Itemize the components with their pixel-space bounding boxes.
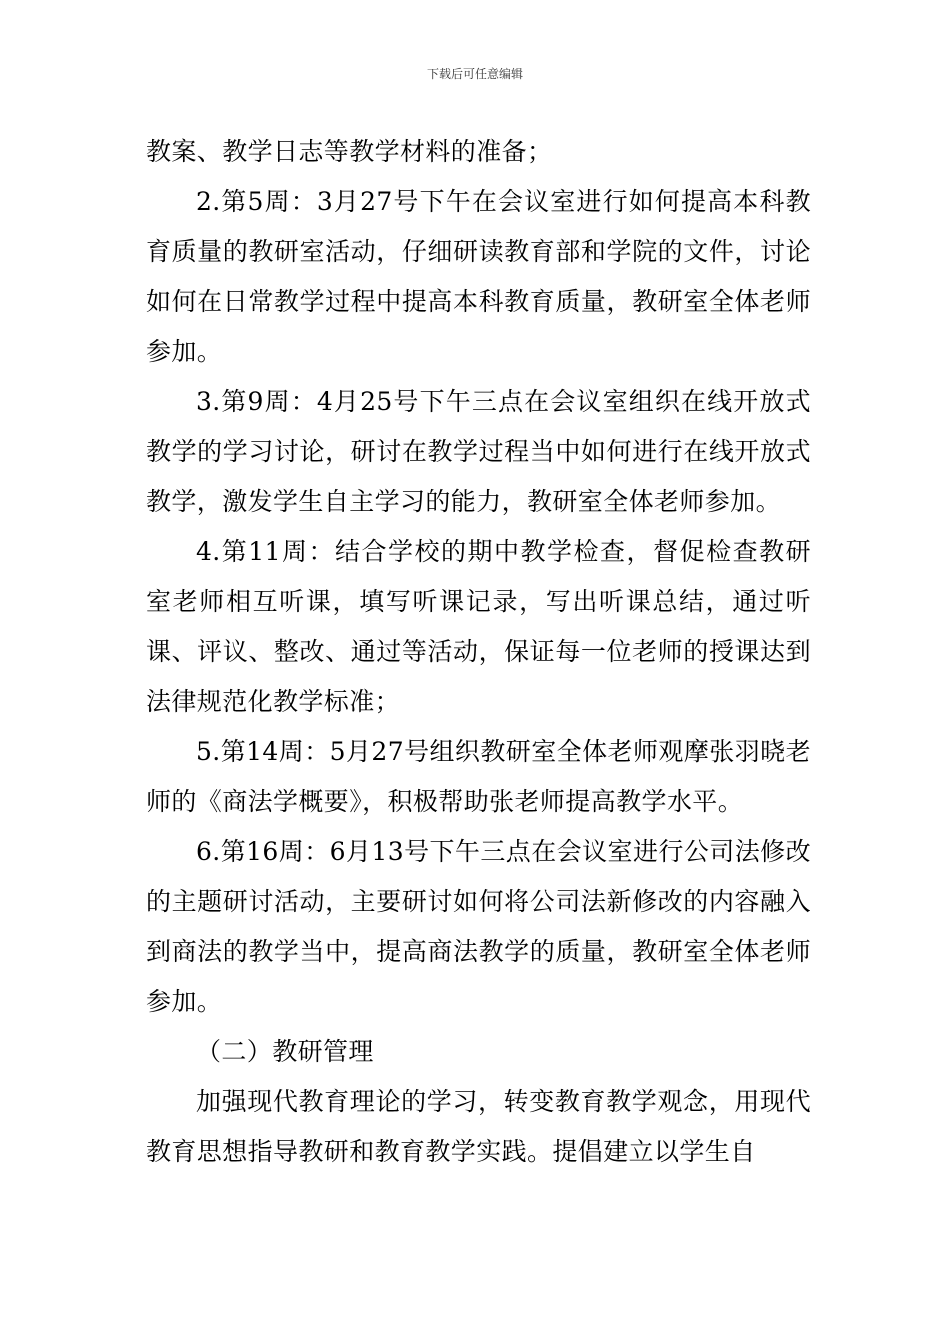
paragraph-section-body: 加强现代教育理论的学习，转变教育教学观念，用现代教育思想指导教研和教育教学实践。提倡建立以学生自 [146, 1087, 811, 1166]
paragraph-continuation: 教案、教学日志等教学材料的准备； [146, 137, 553, 166]
paragraph-item-4: 4.第11周：结合学校的期中教学检查，督促检查教研室老师相互听课，填写听课记录，写出听课总结，通过听课、评议、整改、通过等活动，保证每一位老师的授课达到法律规范化教学标准； [146, 537, 811, 716]
document-body [146, 127, 811, 1177]
section-heading: （二）教研管理 [196, 1037, 374, 1066]
page-header: 下载后可任意编辑 [426, 67, 523, 81]
paragraph-item-6: 6.第16周：6月13号下午三点在会议室进行公司法修改的主题研讨活动，主要研讨如何将公司法新修改的内容融入到商法的教学当中，提高商法教学的质量，教研室全体老师参加。 [146, 837, 811, 1016]
paragraph-item-2: 2.第5周：3月27号下午在会议室进行如何提高本科教育质量的教研室活动，仔细研读教育部和学院的文件，讨论如何在日常教学过程中提高本科教育质量，教研室全体老师参加。 [146, 187, 811, 366]
paragraph-item-3: 3.第9周：4月25号下午三点在会议室组织在线开放式教学的学习讨论，研讨在教学过程当中如何进行在线开放式教学，激发学生自主学习的能力，教研室全体老师参加。 [146, 387, 811, 516]
paragraph-item-5: 5.第14周：5月27号组织教研室全体老师观摩张羽晓老师的《商法学概要》，积极帮助张老师提高教学水平。 [146, 737, 811, 816]
